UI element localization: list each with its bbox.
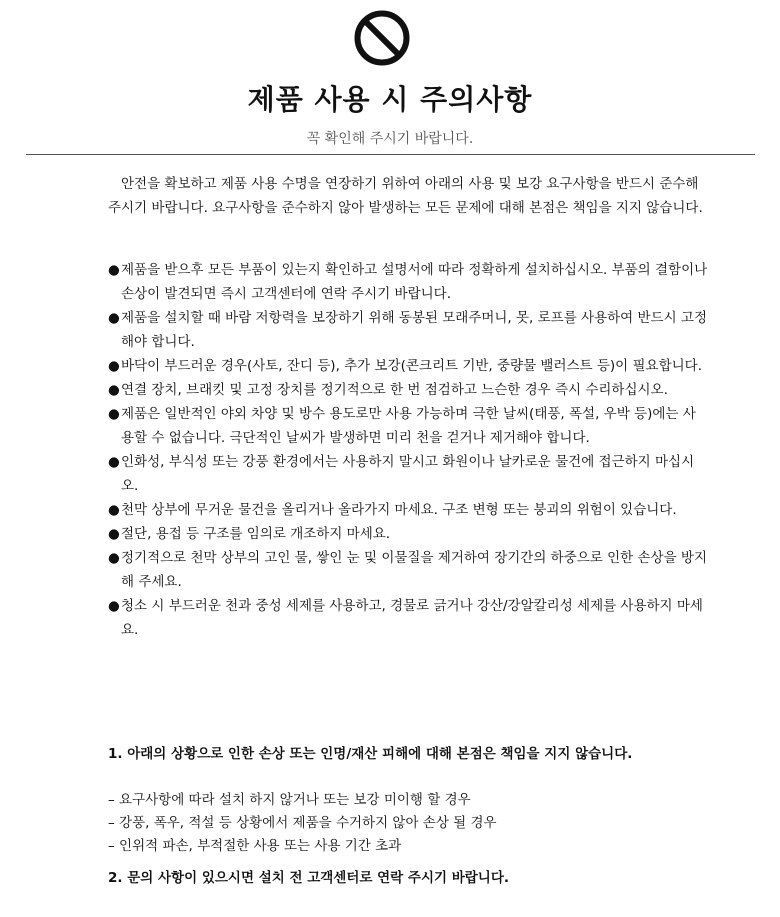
precaution-item: ●정기적으로 천막 상부의 고인 물, 쌓인 눈 및 이물질을 제거하여 장기간의 하중으로 인한 손상을 방지해 주세요. (108, 546, 708, 594)
prohibition-icon (353, 9, 411, 67)
liability-heading: 1. 아래의 상황으로 인한 손상 또는 인명/재산 피해에 대해 본점은 책임을 지지 않습니다. (108, 746, 633, 762)
intro-paragraph: 안전을 확보하고 제품 사용 수명을 연장하기 위하여 아래의 사용 및 보강 요구사항을 반드시 준수해 주시기 바랍니다. 요구사항을 준수하지 않아 발생하는 모든 문제에 대해 본점은 책임을 지지 않습니다. (108, 176, 703, 216)
precaution-item: ●제품을 받으후 모든 부품이 있는지 확인하고 설명서에 따라 정확하게 설치하십시오. 부품의 결함이나 손상이 발견되면 즉시 고객센터에 연락 주시기 바랍니다. (108, 258, 708, 306)
bullet-marker: ● (108, 526, 120, 542)
contact-notice: 2. 문의 사항이 있으시면 설치 전 고객센터로 연락 주시기 바랍니다. (108, 870, 510, 886)
title-divider (26, 154, 755, 155)
condition-item: – 요구사항에 따라 설치 하지 않거나 또는 보강 미이행 할 경우 (108, 792, 471, 808)
precaution-item: ●천막 상부에 무거운 물건을 올리거나 올라가지 마세요. 구조 변형 또는 붕괴의 위험이 있습니다. (108, 498, 708, 522)
precaution-item: ●제품을 설치할 때 바람 저항력을 보장하기 위해 동봉된 모래주머니, 못, 로프를 사용하여 반드시 고정해야 합니다. (108, 306, 708, 354)
precaution-item: ●청소 시 부드러운 천과 중성 세제를 사용하고, 경물로 긁거나 강산/강알칼리성 세제를 사용하지 마세요. (108, 594, 708, 642)
bullet-marker: ● (108, 454, 120, 470)
precaution-item: ●인화성, 부식성 또는 강풍 환경에서는 사용하지 말시고 화원이나 날카로운 물건에 접근하지 마십시오. (108, 450, 708, 498)
condition-item: – 인위적 파손, 부적절한 사용 또는 사용 기간 초과 (108, 838, 402, 854)
bullet-marker: ● (108, 262, 120, 278)
bullet-marker: ● (108, 358, 120, 374)
precaution-item: ●바닥이 부드러운 경우(사토, 잔디 등), 추가 보강(콘크리트 기반, 중량물 밸러스트 등)이 필요합니다. (108, 354, 708, 378)
bullet-marker: ● (108, 502, 120, 518)
condition-item: – 강풍, 폭우, 적설 등 상황에서 제품을 수거하지 않아 손상 될 경우 (108, 815, 497, 831)
bullet-marker: ● (108, 598, 120, 614)
precaution-item: ●제품은 일반적인 야외 차양 및 방수 용도로만 사용 가능하며 극한 날씨(태풍, 폭설, 우박 등)에는 사용할 수 없습니다. 극단적인 날씨가 발생하면 미리 천을 걷거나 제거해야 합니다. (108, 402, 708, 450)
page-title: 제품 사용 시 주의사항 (247, 83, 533, 116)
page-subtitle: 꼭 확인해 주시기 바랍니다. (306, 131, 474, 147)
bullet-marker: ● (108, 310, 120, 326)
precaution-item: ●연결 장치, 브래킷 및 고정 장치를 정기적으로 한 번 점검하고 느슨한 경우 즉시 수리하십시오. (108, 378, 708, 402)
liability-conditions (108, 789, 708, 858)
bullet-marker: ● (108, 406, 120, 422)
bullet-marker: ● (108, 382, 120, 398)
precaution-item: ●절단, 용접 등 구조를 임의로 개조하지 마세요. (108, 522, 708, 546)
precaution-list (108, 258, 708, 642)
bullet-marker: ● (108, 550, 120, 566)
